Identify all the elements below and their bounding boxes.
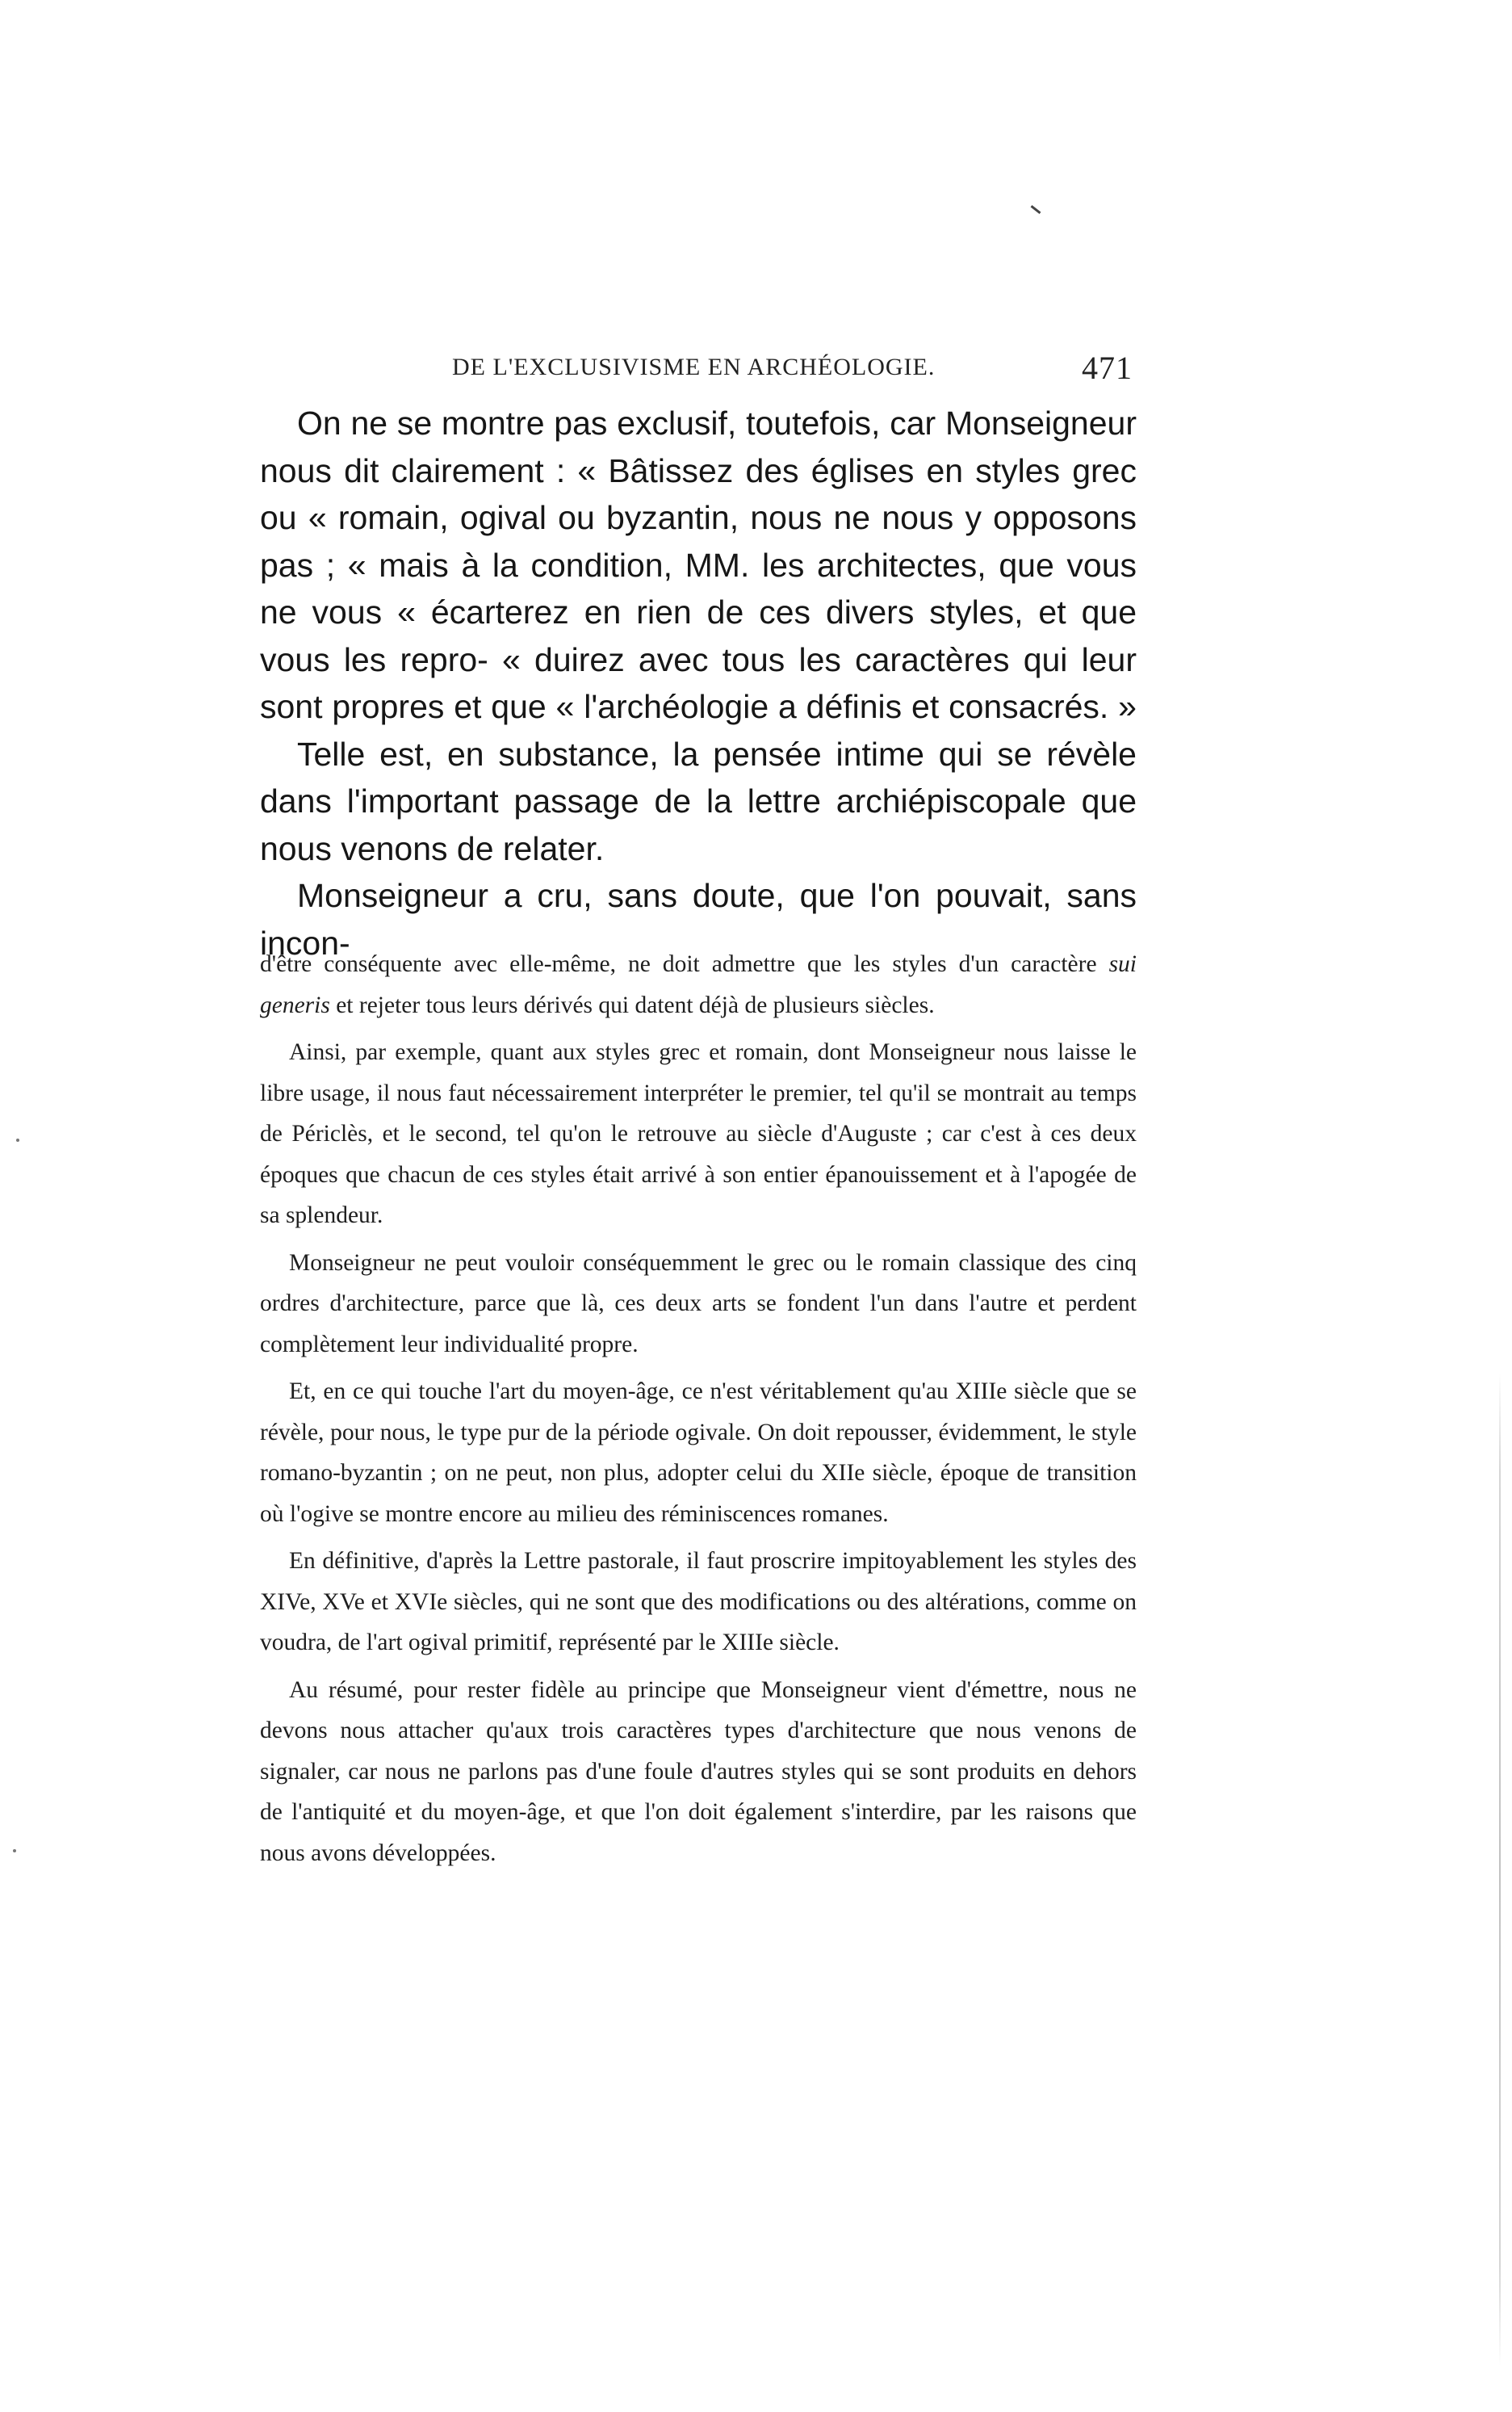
- note-continuation: [260, 944, 1137, 1026]
- note-paragraph: En définitive, d'après la Lettre pastorale, il faut proscrire impitoyablement les styles des XIVe, XVe et XVIe siècles, qui ne sont que des modifications ou des altérations, comme on voudra, de l'art ogival primitif, représenté par le XIIIe siècle.: [260, 1548, 1137, 1655]
- note-paragraph: Au résumé, pour rester fidèle au principe que Monseigneur vient d'émettre, nous ne devons nous attacher qu'aux trois caractères types d'architecture que nous venons de signaler, car nous ne parlons pas d'une foule d'autres styles qui se sont produits en dehors de l'antiquité et du moyen-âge, et que l'on doit également s'interdire, par les raisons que nous avons développées.: [260, 1676, 1137, 1866]
- note-text-block: [260, 944, 1137, 1880]
- main-text-block: [260, 400, 1137, 967]
- margin-speck: [13, 1849, 16, 1852]
- note-paragraph: Et, en ce qui touche l'art du moyen-âge, ce n'est véritablement qu'au XIIIe siècle que se révèle, pour nous, le type pur de la période ogivale. On doit repousser, évidemment, le style romano-byzantin ; on ne peut, non plus, adopter celui du XIIe siècle, époque de transition où l'ogive se montre encore au milieu des réminiscences romanes.: [260, 1378, 1137, 1527]
- note-paragraph: Ainsi, par exemple, quant aux styles grec et romain, dont Monseigneur nous laisse le libre usage, il nous faut nécessairement interpréter le premier, tel qu'il se montrait au temps de Périclès, et le second, tel qu'on le retrouve au siècle d'Auguste ; car c'est à ces deux époques que chacun de ces styles était arrivé à son entier épanouissement et à l'apogée de sa splendeur.: [260, 1039, 1137, 1228]
- page-edge-shadow: [1499, 1373, 1501, 2366]
- main-paragraph: Telle est, en substance, la pensée intime qui se révèle dans l'important passage de la lettre archiépiscopale que nous venons de relater.: [260, 735, 1137, 867]
- note-continuation-emphasis: sui generis: [260, 951, 1137, 1018]
- running-title: DE L'EXCLUSIVISME EN ARCHÉOLOGIE.: [452, 354, 936, 380]
- main-paragraph: Monseigneur a cru, sans doute, que l'on pouvait, sans incon-: [260, 877, 1137, 962]
- note-continuation-after: et rejeter tous leurs dérivés qui datent déjà de plusieurs siècles.: [329, 992, 935, 1018]
- main-paragraph: On ne se montre pas exclusif, toutefois, car Monseigneur nous dit clairement : « Bâtissez des églises en styles grec ou « romain, ogival ou byzantin, nous ne nous y opposons pas ; « mais à la condition, MM. les architectes, que vous ne vous « écarterez en rien de ces divers styles, et que vous les repro- « duirez avec tous les caractères qui leur sont propres et que « l'archéologie a définis et consacrés. »: [260, 405, 1137, 725]
- ink-speck: [1031, 205, 1041, 214]
- note-paragraph: Monseigneur ne peut vouloir conséquemment le grec ou le romain classique des cinq ordres d'architecture, parce que là, ces deux arts se fondent l'un dans l'autre et perdent complètement leur individualité propre.: [260, 1249, 1137, 1357]
- margin-speck: [16, 1139, 19, 1142]
- running-header: [452, 350, 1179, 386]
- page-number: 471: [1082, 350, 1133, 386]
- note-continuation-before: d'être conséquente avec elle-même, ne doit admettre que les styles d'un caractère: [260, 951, 1109, 977]
